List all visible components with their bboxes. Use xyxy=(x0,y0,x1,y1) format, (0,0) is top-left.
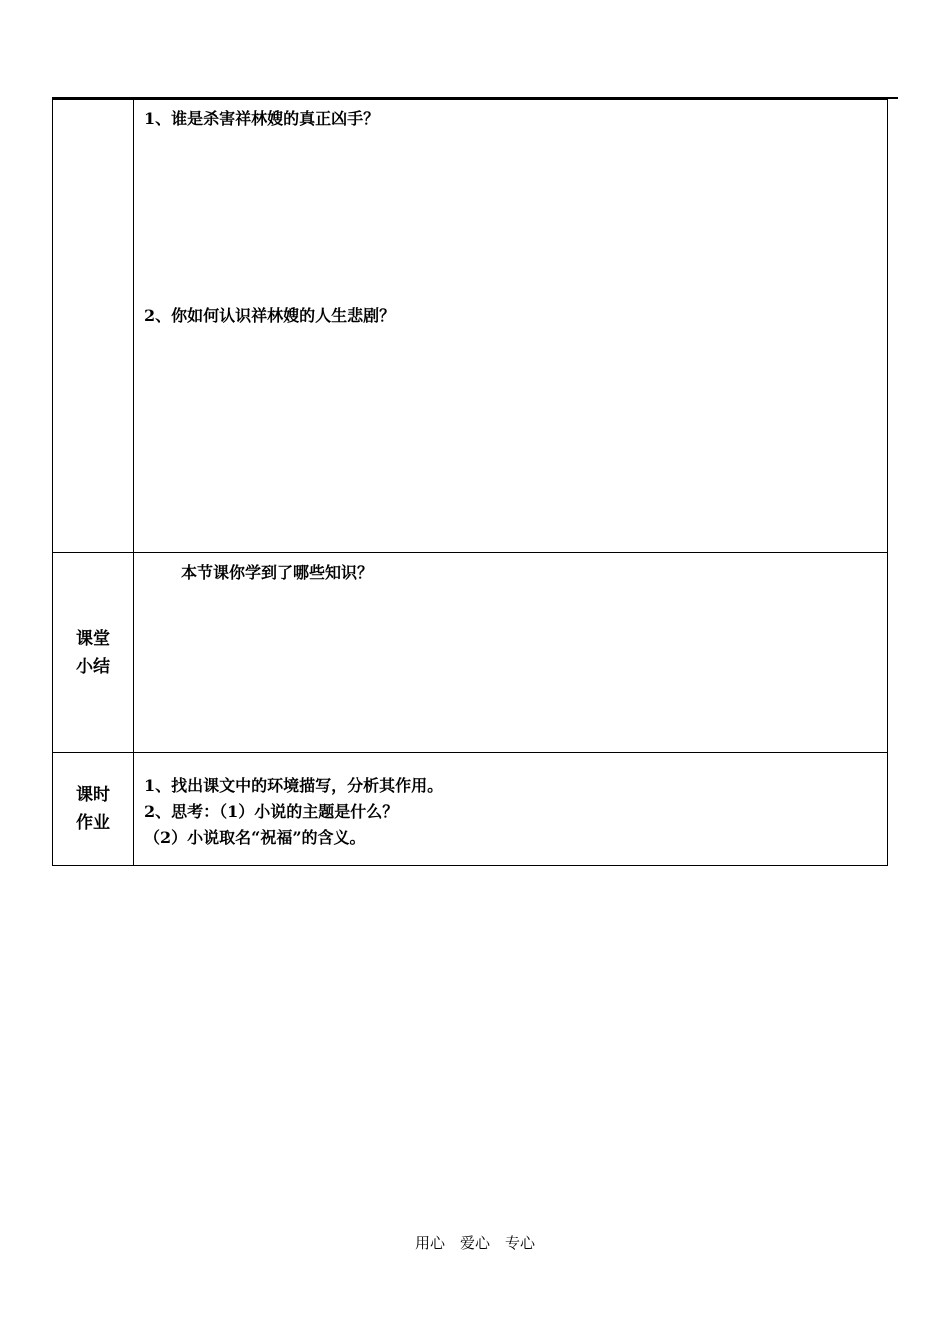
question-1: 1、谁是杀害祥林嫂的真正凶手？ xyxy=(144,109,380,128)
homework-item-1: 1、找出课文中的环境描写，分析其作用。 xyxy=(144,776,444,795)
question-2: 2、你如何认识祥林嫂的人生悲剧？ xyxy=(144,306,396,325)
summary-label-line-1: 课堂 xyxy=(76,628,110,649)
footer-motto: 用心 爱心 专心 xyxy=(414,1234,535,1252)
homework-label-line-1: 课时 xyxy=(76,785,110,805)
questions-row xyxy=(53,100,888,553)
summary-label-line-2: 小结 xyxy=(76,656,110,677)
summary-row xyxy=(53,553,888,753)
homework-label xyxy=(53,753,134,866)
summary-content-cell xyxy=(134,553,888,753)
homework-item-2: 2、思考：（1）小说的主题是什么？ xyxy=(144,802,399,821)
homework-row xyxy=(53,753,888,866)
homework-content-cell xyxy=(134,753,888,866)
summary-prompt: 本节课你学到了哪些知识？ xyxy=(181,563,374,582)
homework-item-3: （2）小说取名“祝福”的含义。 xyxy=(144,828,366,847)
questions-content-cell xyxy=(134,100,888,553)
homework-list xyxy=(144,757,877,851)
worksheet-table xyxy=(52,99,888,866)
homework-label-line-2: 作业 xyxy=(76,813,110,833)
summary-label xyxy=(53,553,134,753)
questions-label-cell xyxy=(53,100,134,553)
